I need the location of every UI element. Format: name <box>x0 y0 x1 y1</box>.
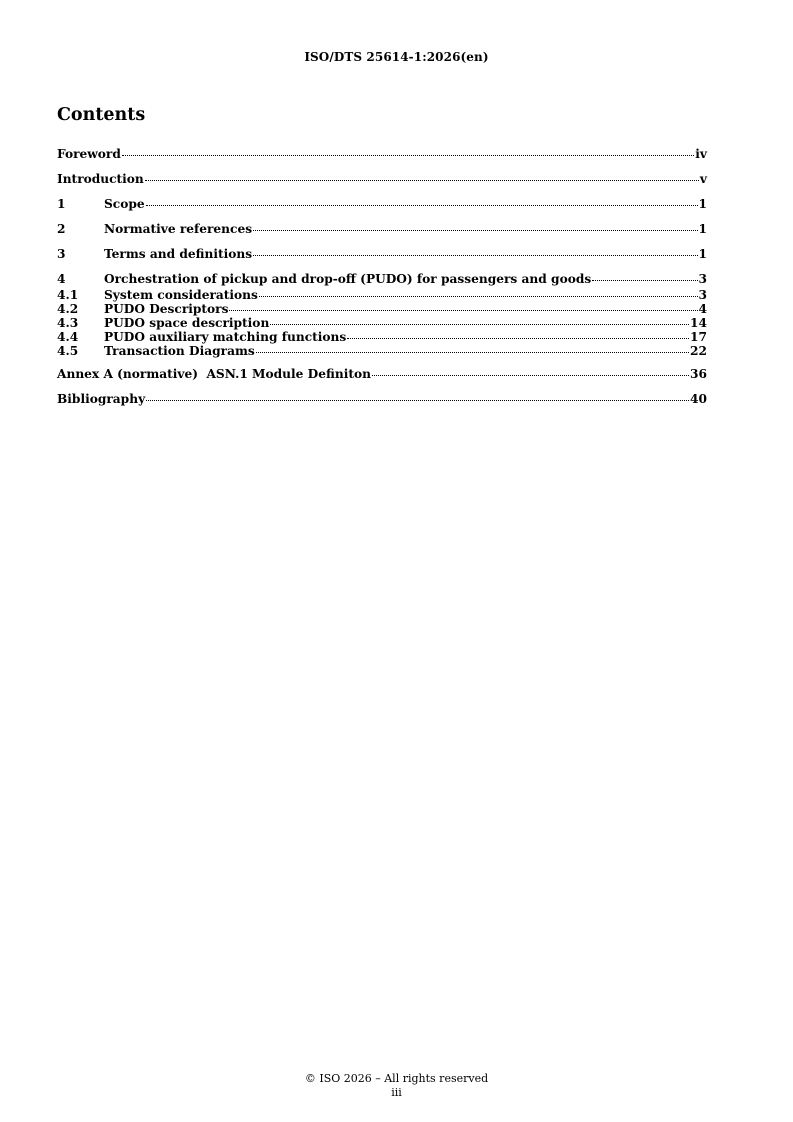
toc-entry-system-considerations[interactable] <box>57 288 707 302</box>
toc-entry-page: 14 <box>690 316 707 330</box>
toc-entry-title: Transaction Diagrams <box>104 344 255 358</box>
page-number: iii <box>391 1086 402 1099</box>
toc-entry-introduction[interactable] <box>57 171 707 188</box>
toc-entry-page: 3 <box>698 272 707 286</box>
toc-entry-title: Scope <box>104 197 145 211</box>
toc-leader-dots <box>347 338 689 339</box>
copyright-notice: © ISO 2026 – All rights reserved <box>304 1072 489 1085</box>
toc-leader-dots <box>146 205 698 206</box>
toc-leader-dots <box>146 400 689 401</box>
toc-entry-title: Foreword <box>57 147 121 161</box>
toc-entry-transaction-diagrams[interactable] <box>57 344 707 358</box>
toc-entry-scope[interactable] <box>57 196 707 213</box>
toc-entry-pudo-space-description[interactable] <box>57 316 707 330</box>
contents-heading: Contents <box>57 105 146 125</box>
toc-leader-dots <box>592 280 697 281</box>
toc-leader-dots <box>253 230 697 231</box>
toc-leader-dots <box>253 255 697 256</box>
toc-entry-orchestration[interactable] <box>57 271 707 288</box>
toc-entry-page: 1 <box>698 197 707 211</box>
toc-entry-title: Bibliography <box>57 392 146 406</box>
toc-entry-pudo-descriptors[interactable] <box>57 302 707 316</box>
toc-entry-title: Normative references <box>104 222 253 236</box>
toc-leader-dots <box>122 155 694 156</box>
toc-entry-page: iv <box>695 147 707 161</box>
toc-entry-title: Orchestration of pickup and drop-off (PUDO) for passengers and goods <box>104 272 592 286</box>
toc-entry-title: PUDO space description <box>104 316 270 330</box>
toc-entry-number: 4.5 <box>57 344 79 358</box>
toc-entry-number: 3 <box>57 247 66 261</box>
toc-entry-page: 1 <box>698 222 707 236</box>
toc-entry-page: 17 <box>690 330 707 344</box>
toc-leader-dots <box>145 180 699 181</box>
toc-entry-title: PUDO Descriptors <box>104 302 229 316</box>
toc-entry-page: 3 <box>698 288 707 302</box>
toc-entry-page: 36 <box>690 367 707 381</box>
toc-entry-annex-a[interactable] <box>57 366 707 383</box>
toc-entry-number: 1 <box>57 197 66 211</box>
toc-entry-pudo-auxiliary-matching[interactable] <box>57 330 707 344</box>
toc-entry-number: 4.1 <box>57 288 79 302</box>
toc-entry-bibliography[interactable] <box>57 391 707 408</box>
toc-entry-terms-and-definitions[interactable] <box>57 246 707 263</box>
toc-entry-number: 2 <box>57 222 66 236</box>
toc-entry-title: Introduction <box>57 172 144 186</box>
toc-entry-page: 22 <box>690 344 707 358</box>
table-of-contents <box>57 146 707 408</box>
toc-entry-page: 40 <box>690 392 707 406</box>
toc-leader-dots <box>256 352 689 353</box>
toc-leader-dots <box>229 310 697 311</box>
toc-entry-title: PUDO auxiliary matching functions <box>104 330 347 344</box>
toc-entry-title: Annex A (normative) ASN.1 Module Definiton <box>57 367 371 381</box>
toc-entry-page: v <box>699 172 707 186</box>
toc-entry-normative-references[interactable] <box>57 221 707 238</box>
toc-entry-number: 4 <box>57 272 66 286</box>
toc-leader-dots <box>270 324 689 325</box>
toc-entry-foreword[interactable] <box>57 146 707 163</box>
toc-entry-page: 1 <box>698 247 707 261</box>
toc-entry-number: 4.3 <box>57 316 79 330</box>
toc-entry-title: Terms and definitions <box>104 247 253 261</box>
toc-entry-title: System considerations <box>104 288 258 302</box>
toc-entry-number: 4.2 <box>57 302 79 316</box>
toc-entry-number: 4.4 <box>57 330 79 344</box>
toc-leader-dots <box>372 375 689 376</box>
toc-entry-page: 4 <box>698 302 707 316</box>
toc-leader-dots <box>259 296 698 297</box>
page-footer <box>0 1072 793 1100</box>
document-id-header: ISO/DTS 25614-1:2026(en) <box>304 50 489 64</box>
